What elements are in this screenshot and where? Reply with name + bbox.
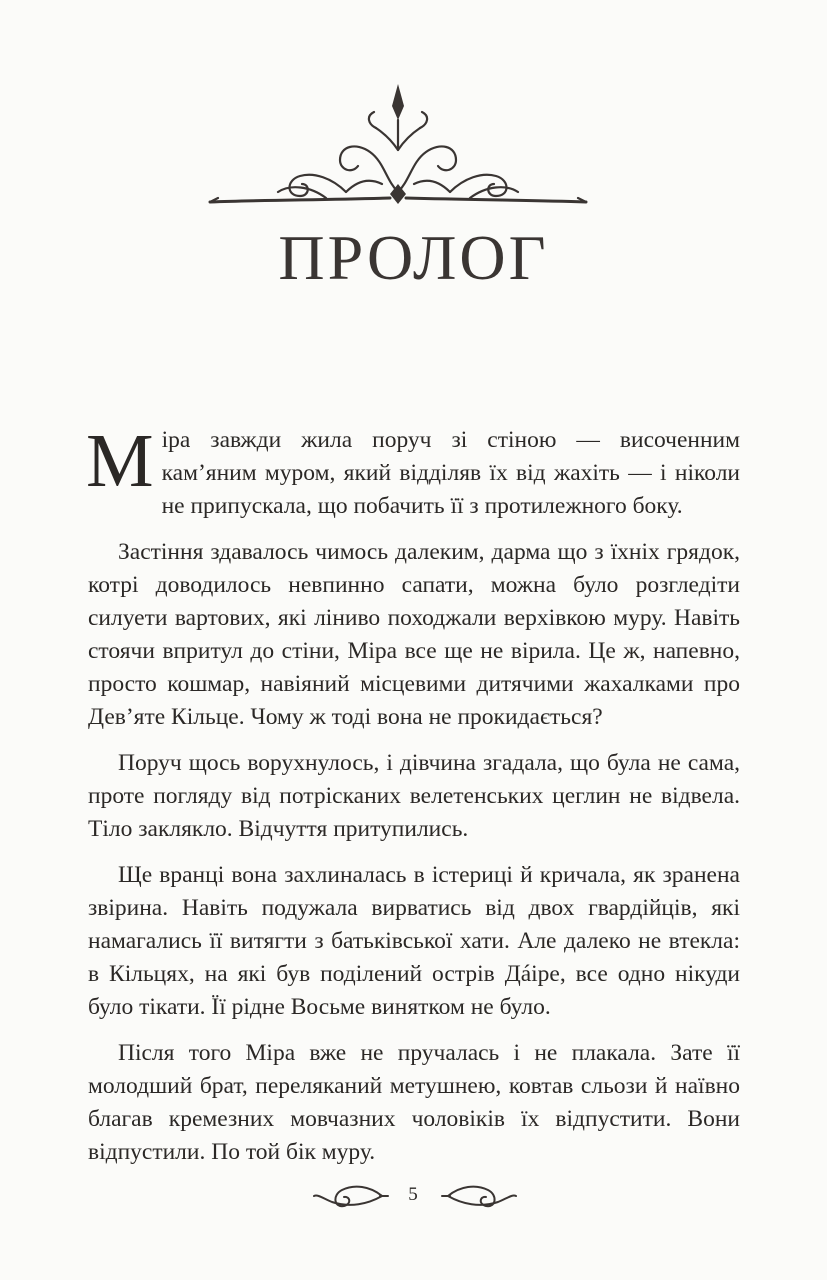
paragraph: Ще вранці вона захлиналась в істериці й кричала, як зранена звірина. Навіть подужала вирватись від двох гвардійців, які намагались її витягти з батьківської хати. Але далеко не втекла: в Кільцях, на які був поділений острів Дáіре, все одно нікуди було тікати. Її рідне Восьме винятком не було.: [88, 862, 740, 1020]
paragraph: [86, 419, 740, 523]
chapter-title: ПРОЛОГ: [278, 222, 549, 293]
chapter-ornament-icon: [206, 80, 590, 210]
chapter-body: [86, 419, 740, 1182]
paragraph: Застіння здавалось чимось далеким, дарма що з їхніх грядок, котрі доводилось невпинно сапати, можна було розгледіти силуети вартових, які ліниво походжали верхівкою муру. Навіть стоячи впритул до стіни, Міра все ще не вірила. Це ж, напевно, просто кошмар, навіяний місцевими дитячими жахалками про Дев’яте Кільце. Чому ж тоді вона не прокидається?: [88, 539, 740, 730]
paragraph: Поруч щось ворухнулось, і дівчина згадала, що була не сама, проте погляду від потрісканих велетенських цеглин не відвела. Тіло заклякло. Відчуття притупились.: [88, 750, 740, 842]
dropcap-letter: М: [86, 419, 154, 503]
page-number: 5: [408, 1184, 418, 1205]
paragraph: Після того Міра вже не пручалась і не плакала. Зате її молодший брат, переляканий метушнею, ковтав сльози й наївно благав кремезних мовчазних чоловіків їх відпустити. Вони відпустили. По той бік муру.: [88, 1040, 740, 1165]
paragraph-text: іра завжди жила поруч зі стіною — височенним кам’яним муром, який відділяв їх від жахіть — і ніколи не припускала, що побачить її з протилежного боку.: [161, 427, 740, 519]
